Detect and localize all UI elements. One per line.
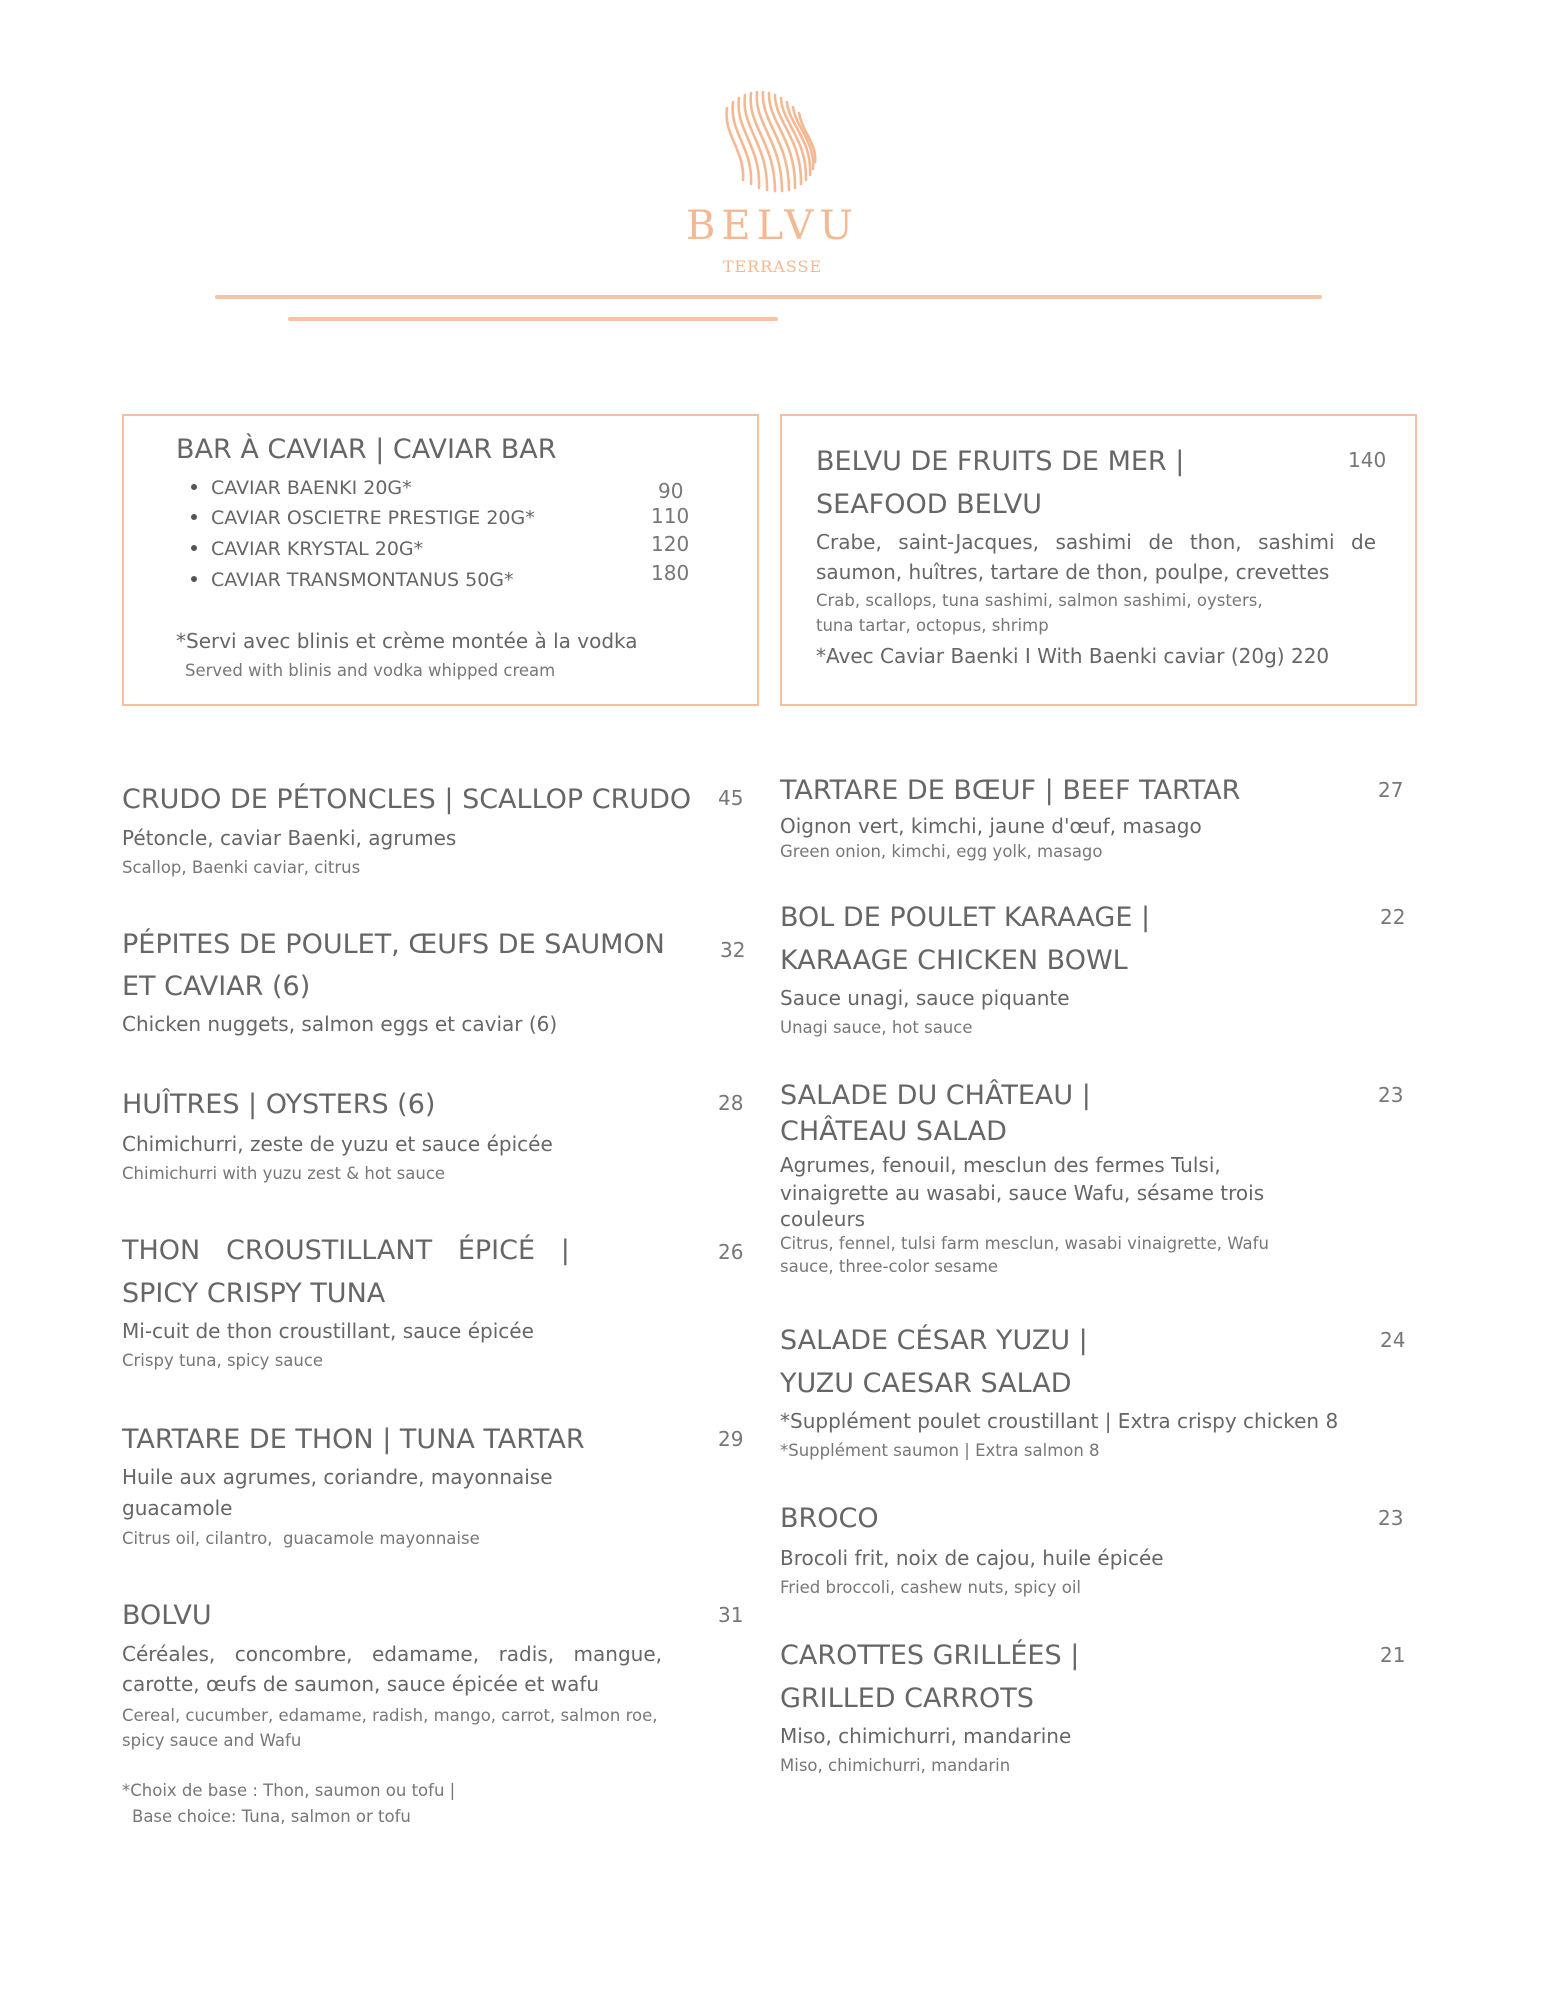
header-divider-short [288, 317, 778, 321]
caviar-item-3-name: CAVIAR KRYSTAL 20G* [211, 538, 424, 560]
item-grilled-carrots-desc-fr: Miso, chimichurri, mandarine [780, 1724, 1072, 1748]
item-tuna-tartar-desc-fr-line2: guacamole [122, 1496, 233, 1520]
item-chicken-nuggets-title-line1: PÉPITES DE POULET, ŒUFS DE SAUMON [122, 929, 665, 960]
item-chateau-salad-price: 23 [1378, 1083, 1404, 1107]
caviar-item-3 [191, 538, 423, 560]
item-yuzu-caesar-title-line1: SALADE CÉSAR YUZU | [780, 1325, 1088, 1356]
caviar-item-2-price: 110 [651, 504, 690, 528]
item-chateau-salad-desc-en-line2: sauce, three-color sesame [780, 1257, 999, 1276]
item-scallop-crudo-desc-en: Scallop, Baenki caviar, citrus [122, 858, 361, 877]
item-bolvu-note-line1: *Choix de base : Thon, saumon ou tofu | [122, 1781, 456, 1800]
bullet-icon [191, 545, 197, 551]
item-yuzu-caesar-extra-salmon: *Supplément saumon | Extra salmon 8 [780, 1441, 1100, 1460]
item-chateau-salad-desc-fr-line3: couleurs [780, 1207, 866, 1231]
item-grilled-carrots-title-line2: GRILLED CARROTS [780, 1683, 1034, 1714]
item-spicy-crispy-tuna-desc-fr: Mi-cuit de thon croustillant, sauce épicée [122, 1319, 534, 1343]
caviar-item-1 [191, 477, 412, 499]
seafood-belvu-desc-en-line2: tuna tartar, octopus, shrimp [816, 616, 1049, 635]
caviar-item-4-name: CAVIAR TRANSMONTANUS 50G* [211, 569, 514, 591]
item-spicy-crispy-tuna-title-line2: SPICY CRISPY TUNA [122, 1278, 386, 1309]
item-chateau-salad-desc-fr-line1: Agrumes, fenouil, mesclun des fermes Tulsi, [780, 1153, 1221, 1177]
caviar-bar-title: BAR À CAVIAR | CAVIAR BAR [176, 434, 557, 465]
item-spicy-crispy-tuna-desc-en: Crispy tuna, spicy sauce [122, 1351, 324, 1370]
item-bolvu-title: BOLVU [122, 1600, 212, 1631]
item-bolvu-desc-en: Cereal, cucumber, edamame, radish, mango, carrot, salmon roe, spicy sauce and Wafu [122, 1706, 658, 1750]
seafood-belvu-title-line1: BELVU DE FRUITS DE MER | [816, 446, 1185, 477]
item-broco-desc-fr: Brocoli frit, noix de cajou, huile épicée [780, 1546, 1164, 1570]
caviar-item-4-price: 180 [651, 561, 690, 585]
item-grilled-carrots-price: 21 [1380, 1643, 1406, 1667]
caviar-item-4 [191, 569, 514, 591]
item-scallop-crudo-title: CRUDO DE PÉTONCLES | SCALLOP CRUDO [122, 784, 692, 815]
item-beef-tartar-desc-en: Green onion, kimchi, egg yolk, masago [780, 842, 1103, 861]
item-yuzu-caesar-title-line2: YUZU CAESAR SALAD [780, 1368, 1072, 1399]
seafood-belvu-desc-fr: Crabe, saint-Jacques, sashimi de thon, sashimi de saumon, huîtres, tartare de thon, poulpe, crevettes [816, 530, 1376, 584]
item-oysters-title: HUÎTRES | OYSTERS (6) [122, 1089, 436, 1120]
item-broco-title: BROCO [780, 1503, 879, 1534]
item-spicy-crispy-tuna-title-line1: THON CROUSTILLANT ÉPICÉ | [122, 1235, 570, 1266]
item-karaage-bowl-title-line2: KARAAGE CHICKEN BOWL [780, 945, 1128, 976]
item-bolvu-desc-fr: Céréales, concombre, edamame, radis, mangue, carotte, œufs de saumon, sauce épicée et wafu [122, 1642, 662, 1696]
caviar-note-en: Served with blinis and vodka whipped cream [185, 661, 556, 680]
item-beef-tartar-price: 27 [1378, 778, 1404, 802]
bullet-icon [191, 484, 197, 490]
item-karaage-bowl-desc-en: Unagi sauce, hot sauce [780, 1018, 973, 1037]
item-scallop-crudo-desc-fr: Pétoncle, caviar Baenki, agrumes [122, 826, 457, 850]
item-chateau-salad-desc-en-line1: Citrus, fennel, tulsi farm mesclun, wasabi vinaigrette, Wafu [780, 1234, 1269, 1253]
brand-subtitle: TERRASSE [722, 257, 823, 276]
seafood-belvu-price: 140 [1348, 448, 1387, 472]
item-oysters-price: 28 [718, 1091, 744, 1115]
item-chateau-salad-desc-fr-line2: vinaigrette au wasabi, sauce Wafu, sésame trois [780, 1181, 1265, 1205]
caviar-item-1-name: CAVIAR BAENKI 20G* [211, 477, 412, 499]
item-spicy-crispy-tuna-price: 26 [718, 1240, 744, 1264]
item-chateau-salad-title-line2: CHÂTEAU SALAD [780, 1116, 1007, 1147]
item-oysters-desc-en: Chimichurri with yuzu zest & hot sauce [122, 1164, 446, 1183]
seafood-belvu-title-line2: SEAFOOD BELVU [816, 489, 1042, 520]
item-bolvu-note-line2: Base choice: Tuna, salmon or tofu [132, 1807, 411, 1826]
item-scallop-crudo-price: 45 [718, 786, 744, 810]
item-chateau-salad-title-line1: SALADE DU CHÂTEAU | [780, 1080, 1091, 1111]
brand-name: BELVU [685, 203, 859, 249]
item-grilled-carrots-desc-en: Miso, chimichurri, mandarin [780, 1756, 1011, 1775]
item-chicken-nuggets-price: 32 [720, 938, 746, 962]
item-beef-tartar-desc-fr: Oignon vert, kimchi, jaune d'œuf, masago [780, 814, 1202, 838]
item-tuna-tartar-desc-fr-line1: Huile aux agrumes, coriandre, mayonnaise [122, 1465, 553, 1489]
bullet-icon [191, 514, 197, 520]
item-broco-desc-en: Fried broccoli, cashew nuts, spicy oil [780, 1578, 1082, 1597]
seafood-belvu-desc-en-line1: Crab, scallops, tuna sashimi, salmon sashimi, oysters, [816, 591, 1263, 610]
caviar-item-2-name: CAVIAR OSCIETRE PRESTIGE 20G* [211, 507, 535, 529]
caviar-item-1-price: 90 [658, 479, 684, 503]
item-karaage-bowl-desc-fr: Sauce unagi, sauce piquante [780, 986, 1070, 1010]
caviar-item-2 [191, 507, 535, 529]
caviar-item-3-price: 120 [651, 532, 690, 556]
item-yuzu-caesar-extra-chicken: *Supplément poulet croustillant | Extra crispy chicken 8 [780, 1409, 1339, 1433]
belvu-logo-icon [705, 80, 835, 210]
seafood-belvu-extra: *Avec Caviar Baenki I With Baenki caviar (20g) 220 [816, 644, 1330, 668]
item-broco-price: 23 [1378, 1506, 1404, 1530]
item-beef-tartar-title: TARTARE DE BŒUF | BEEF TARTAR [780, 775, 1241, 806]
item-karaage-bowl-title-line1: BOL DE POULET KARAAGE | [780, 902, 1151, 933]
item-karaage-bowl-price: 22 [1380, 905, 1406, 929]
item-bolvu-price: 31 [718, 1603, 744, 1627]
item-yuzu-caesar-price: 24 [1380, 1328, 1406, 1352]
header-divider-long [215, 295, 1322, 299]
item-chicken-nuggets-title-line2: ET CAVIAR (6) [122, 971, 311, 1002]
item-oysters-desc-fr: Chimichurri, zeste de yuzu et sauce épicée [122, 1132, 553, 1156]
item-tuna-tartar-desc-en: Citrus oil, cilantro, guacamole mayonnaise [122, 1529, 480, 1548]
item-grilled-carrots-title-line1: CAROTTES GRILLÉES | [780, 1640, 1080, 1671]
bullet-icon [191, 576, 197, 582]
caviar-note-fr: *Servi avec blinis et crème montée à la vodka [176, 629, 638, 653]
item-chicken-nuggets-desc: Chicken nuggets, salmon eggs et caviar (6) [122, 1012, 558, 1036]
item-tuna-tartar-price: 29 [718, 1427, 744, 1451]
item-tuna-tartar-title: TARTARE DE THON | TUNA TARTAR [122, 1424, 585, 1455]
